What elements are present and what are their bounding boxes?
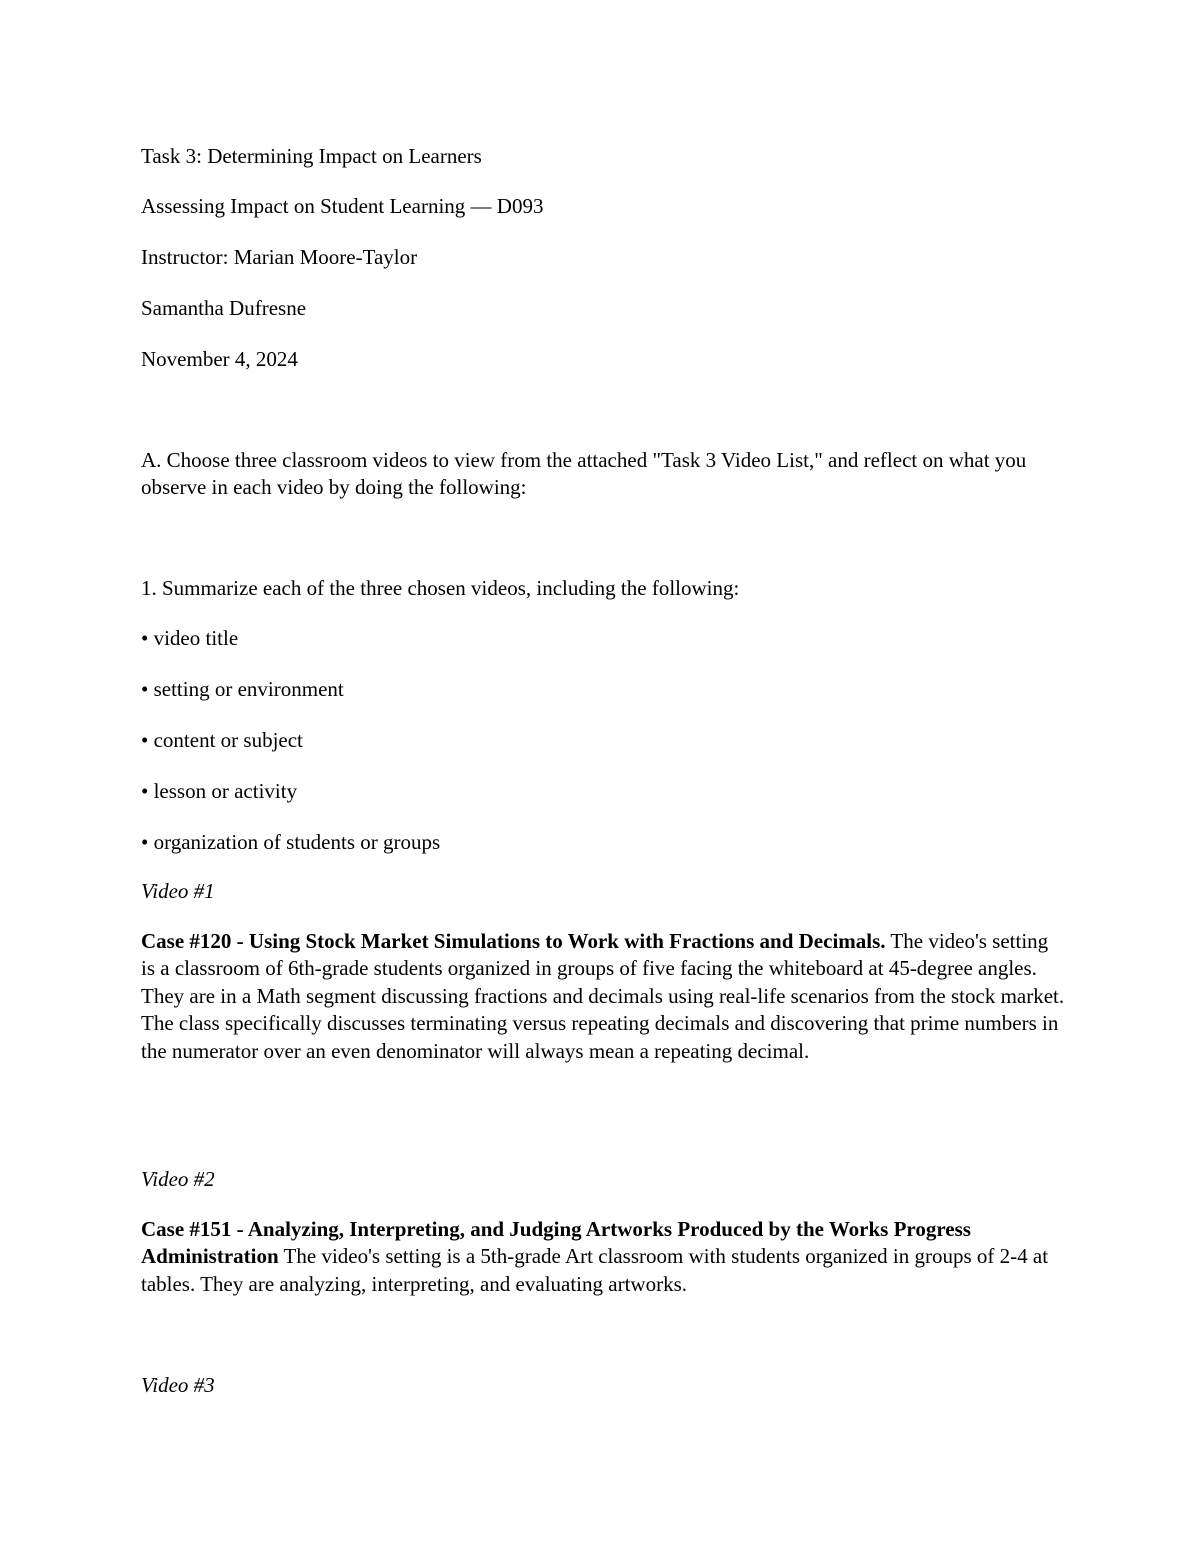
video-2-label: Video #2 — [141, 1167, 215, 1191]
bullet-item: • lesson or activity — [141, 779, 298, 803]
video-3-label: Video #3 — [141, 1373, 215, 1397]
video-1-summary-text: The video's setting is a classroom of 6th-grade students organized in groups of five facing the whiteboard at 45-degree angles. They are in a Math segment discussing fractions and decimals using real-life scenarios from the stock market. The class specifically discusses terminating versus repeating decimals and discovering that prime numbers in the numerator over an even denominator will always mean a repeating decimal. — [141, 929, 1065, 1063]
prompt-1: 1. Summarize each of the three chosen videos, including the following: — [141, 576, 740, 600]
bullet-item: • content or subject — [141, 728, 303, 752]
video-2-case-title: Case #151 - Analyzing, Interpreting, and Judging Artworks Produced by the Works Progress Administration — [141, 1217, 971, 1269]
student-name: Samantha Dufresne — [141, 296, 307, 320]
video-1-label: Video #1 — [141, 879, 215, 903]
prompt-a: A. Choose three classroom videos to view from the attached "Task 3 Video List," and reflect on what you observe in each video by doing the following: — [141, 448, 1027, 500]
course-name: Assessing Impact on Student Learning — D093 — [141, 194, 544, 218]
task-title: Task 3: Determining Impact on Learners — [141, 144, 482, 168]
instructor-name: Instructor: Marian Moore-Taylor — [141, 245, 418, 269]
document-date: November 4, 2024 — [141, 347, 298, 371]
bullet-item: • video title — [141, 626, 239, 650]
video-2-summary-text: The video's setting is a 5th-grade Art classroom with students organized in groups of 2-4 at tables. They are analyzing, interpreting, and evaluating artworks. — [141, 1244, 1049, 1296]
bullet-item: • setting or environment — [141, 677, 344, 701]
video-2-summary — [141, 1216, 1066, 1298]
bullet-item: • organization of students or groups — [141, 830, 441, 854]
video-1-summary — [141, 928, 1066, 1065]
video-1-case-title: Case #120 - Using Stock Market Simulations to Work with Fractions and Decimals. — [141, 929, 886, 953]
